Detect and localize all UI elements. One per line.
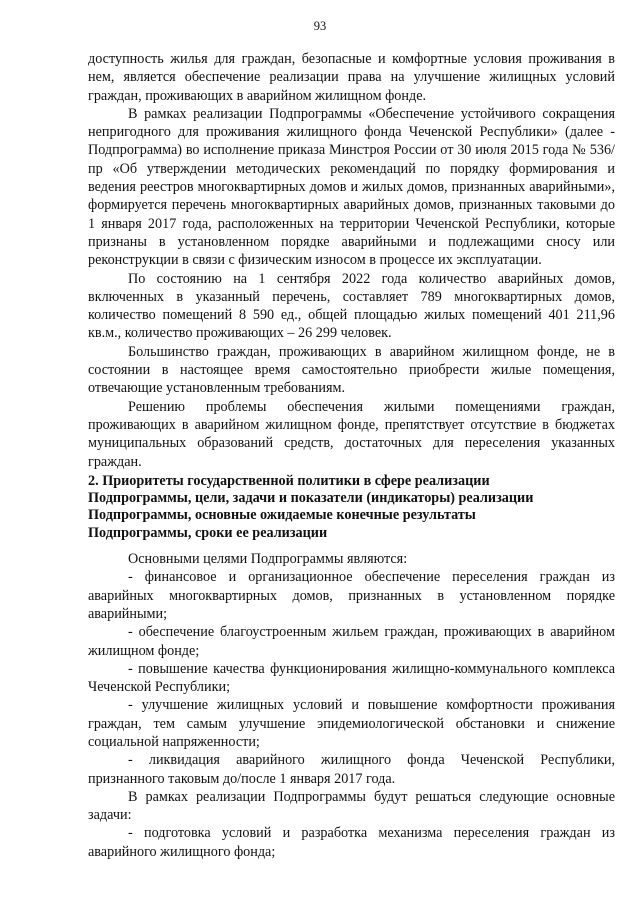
paragraph-emergency-stats: По состоянию на 1 сентября 2022 года количество аварийных домов, включенных в указанный перечень, составляет 789 многоквартирных домов, количество помещений 8 590 ед., общей площадью жилых помещений 401 211,96 кв.м., количество проживающих – 26 299 человек.	[88, 270, 615, 342]
paragraph-subprogram-intro: В рамках реализации Подпрограммы «Обеспечение устойчивого сокращения непригодного для проживания жилищного фонда Чеченской Республики» (далее - Подпрограмма) во исполнение приказа Минстроя России от 30 июля 2015 года № 536/пр «Об утверждении методических рекомендаций по порядку формирования и ведения реестров многоквартирных домов и жилых домов, признанных аварийными», формируется перечень многоквартирных аварийных домов, признанных таковыми до 1 января 2017 года, расположенных на территории Чеченской Республики, которые признаны в установленном порядке аварийными и подлежащими сносу или реконструкции в связи с физическим износом в процессе их эксплуатации.	[88, 105, 615, 269]
section-heading-line: Подпрограммы, сроки ее реализации	[88, 524, 328, 541]
spacer	[88, 542, 615, 550]
document-body	[88, 50, 615, 861]
paragraph-funding-problem: Решению проблемы обеспечения жилыми помещениями граждан, проживающих в аварийном жилищном фонде, препятствует отсутствие в бюджетах муниципальных образований средств, достаточных для переселения указанных граждан.	[88, 398, 615, 470]
task-item: - подготовка условий и разработка механизма переселения граждан из аварийного жилищного фонда;	[88, 825, 615, 860]
goal-item: - повышение качества функционирования жилищно-коммунального комплекса Чеченской Республики;	[88, 660, 615, 696]
section-heading-line: Подпрограммы, основные ожидаемые конечные результаты	[88, 507, 476, 524]
paragraph-tasks-intro: В рамках реализации Подпрограммы будут решаться следующие основные задачи:	[88, 788, 615, 824]
goal-item: - обеспечение благоустроенным жильем граждан, проживающих в аварийном жилищном фонде;	[88, 624, 615, 659]
goal-item: - улучшение жилищных условий и повышение комфортности проживания граждан, тем самым улучшение эпидемиологической обстановки и снижение социальной напряженности;	[88, 697, 615, 750]
paragraph-housing-access: доступность жилья для граждан, безопасные и комфортные условия проживания в нем, является обеспечение реализации права на улучшение жилищных условий граждан, проживающих в аварийном жилищном фонде.	[88, 51, 615, 104]
section-heading-line: Подпрограммы, цели, задачи и показатели (индикаторы) реализации	[88, 490, 534, 507]
paragraph-goals-intro: Основными целями Подпрограммы являются:	[128, 551, 408, 568]
page-number: 93	[313, 19, 327, 33]
section-heading	[88, 473, 615, 542]
goal-item: - финансовое и организационное обеспечение переселения граждан из аварийных многоквартирных домов, признанных в установленном порядке аварийными;	[88, 569, 615, 622]
goal-item: - ликвидация аварийного жилищного фонда Чеченской Республики, признанного таковым до/после 1 января 2017 года.	[88, 752, 615, 787]
section-heading-line: 2. Приоритеты государственной политики в сфере реализации	[88, 472, 490, 489]
paragraph-citizens-situation: Большинство граждан, проживающих в аварийном жилищном фонде, не в состоянии в настоящее время самостоятельно приобрести жилые помещения, отвечающие установленным требованиям.	[88, 343, 615, 397]
